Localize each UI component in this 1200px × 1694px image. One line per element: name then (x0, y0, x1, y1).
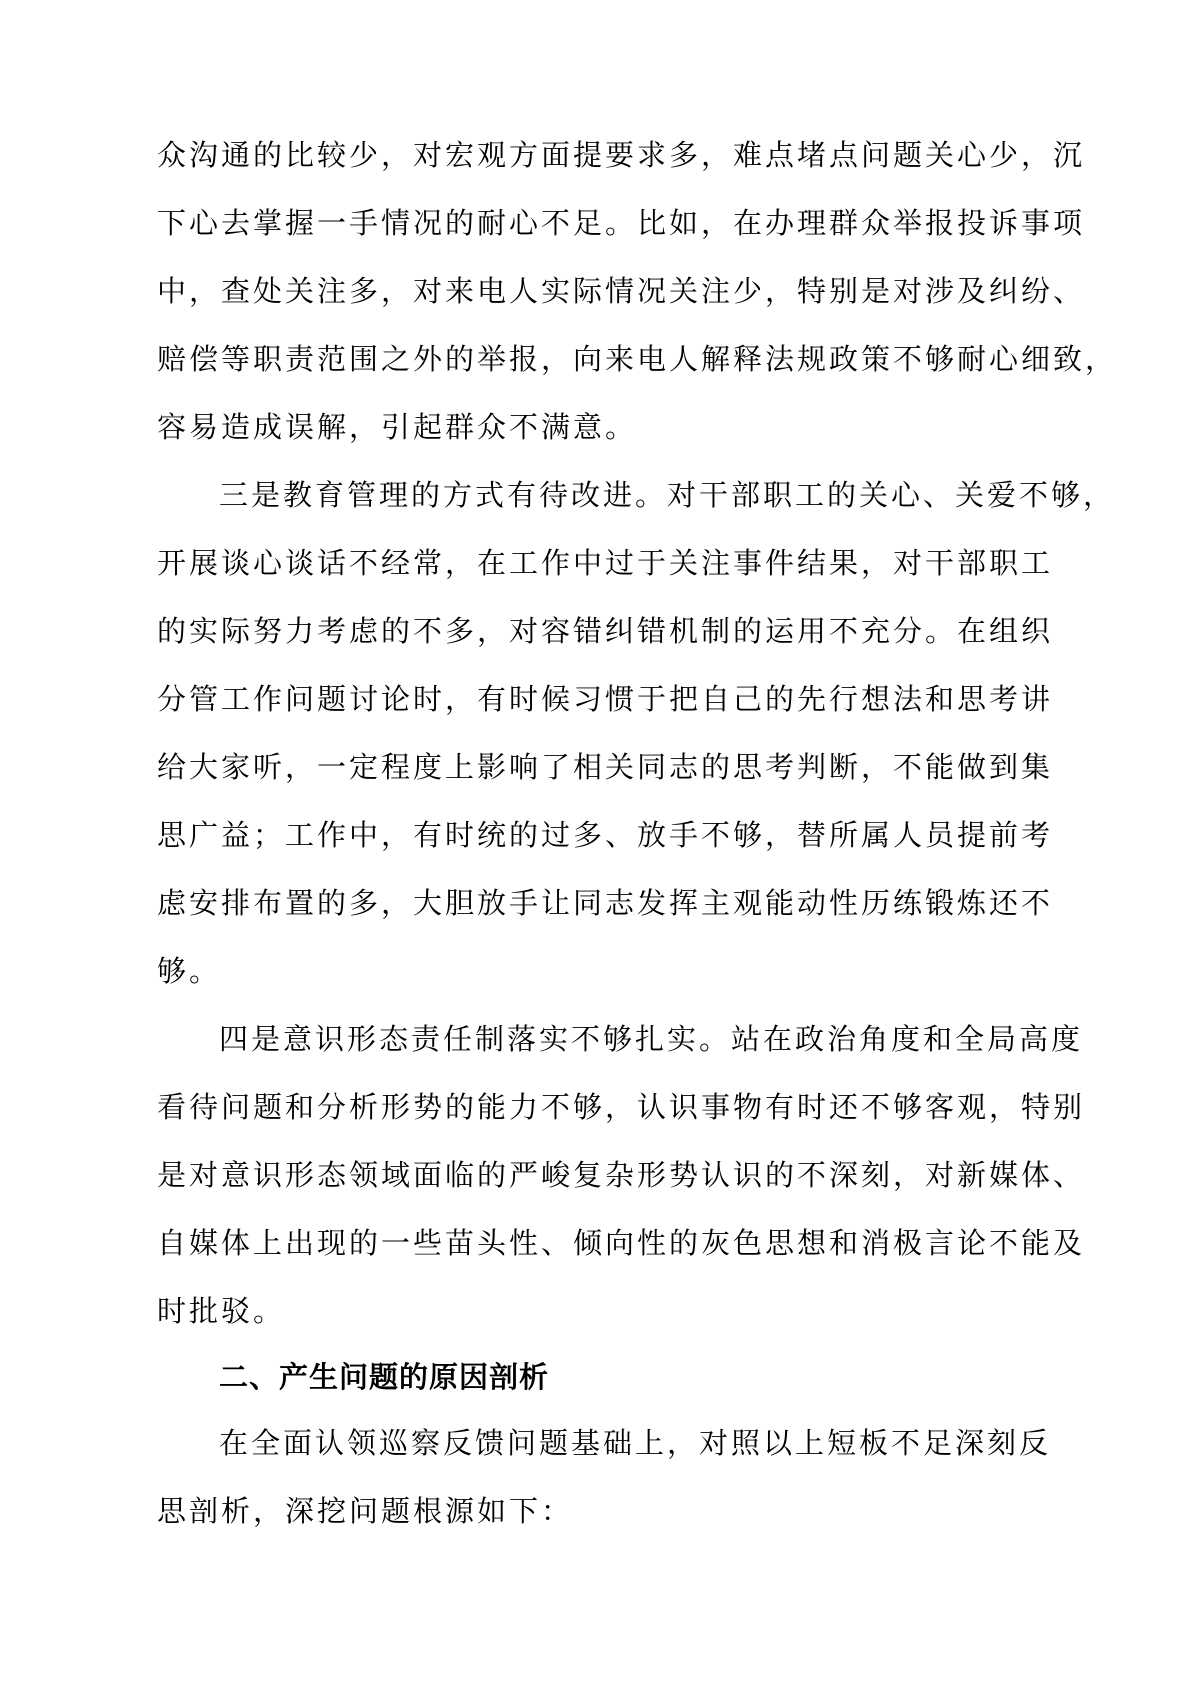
body-text-line: 思剖析，深挖问题根源如下： (157, 1494, 574, 1528)
paragraph-four-start: 四是意识形态责任制落实不够扎实。站在政治角度和全局高度 (219, 1022, 1084, 1056)
body-text-line: 虑安排布置的多，大胆放手让同志发挥主观能动性历练锻炼还不 (157, 886, 1054, 920)
body-text-line: 下心去掌握一手情况的耐心不足。比如，在办理群众举报投诉事项 (157, 206, 1086, 240)
section-heading: 二、产生问题的原因剖析 (219, 1360, 550, 1394)
body-text-line: 是对意识形态领域面临的严峻复杂形势认识的不深刻，对新媒体、 (157, 1158, 1086, 1192)
body-text-line: 够。 (157, 954, 222, 988)
body-text-line: 时批驳。 (157, 1294, 286, 1328)
body-text-line: 开展谈心谈话不经常，在工作中过于关注事件结果，对干部职工 (157, 546, 1054, 580)
paragraph-start: 在全面认领巡察反馈问题基础上，对照以上短板不足深刻反 (219, 1426, 1052, 1460)
body-text-line: 给大家听，一定程度上影响了相关同志的思考判断，不能做到集 (157, 750, 1054, 784)
body-text-line: 分管工作问题讨论时，有时候习惯于把自己的先行想法和思考讲 (157, 682, 1054, 716)
body-text-line: 思广益；工作中，有时统的过多、放手不够，替所属人员提前考 (157, 818, 1054, 852)
body-text-line: 中，查处关注多，对来电人实际情况关注少，特别是对涉及纠纷、 (157, 274, 1086, 308)
body-text-line: 容易造成误解，引起群众不满意。 (157, 410, 638, 444)
body-text-line: 赔偿等职责范围之外的举报，向来电人解释法规政策不够耐心细致， (157, 342, 1118, 376)
paragraph-three-start: 三是教育管理的方式有待改进。对干部职工的关心、关爱不够， (219, 478, 1116, 512)
body-text-line: 看待问题和分析形势的能力不够，认识事物有时还不够客观，特别 (157, 1090, 1086, 1124)
body-text-line: 自媒体上出现的一些苗头性、倾向性的灰色思想和消极言论不能及 (157, 1226, 1086, 1260)
body-text-line: 的实际努力考虑的不多，对容错纠错机制的运用不充分。在组织 (157, 614, 1054, 648)
body-text-line: 众沟通的比较少，对宏观方面提要求多，难点堵点问题关心少，沉 (157, 138, 1086, 172)
